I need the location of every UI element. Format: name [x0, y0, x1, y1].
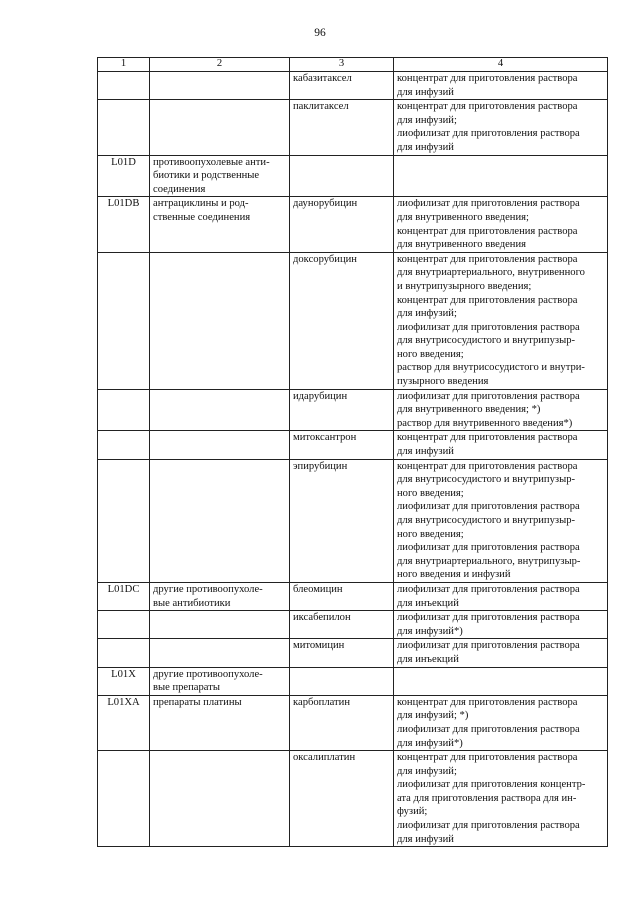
dosage-form-line: лиофилизат для приготовления раствора [397, 390, 580, 402]
table-row [98, 100, 608, 155]
header-col-3: 3 [290, 58, 394, 72]
drug-name: карбоплатин [293, 696, 351, 708]
table-row [98, 459, 608, 582]
anatomical-group-cell [150, 751, 290, 847]
dosage-form-line: лиофилизат для приготовления раствора [397, 583, 580, 595]
anatomical-group-cell [150, 611, 290, 639]
group-text-line: препараты платины [153, 696, 242, 708]
dosage-form-line: раствор для внутривенного введения*) [397, 417, 573, 429]
dosage-form-line: лиофилизат для приготовления раствора [397, 723, 580, 735]
group-text-line: вые препараты [153, 682, 220, 694]
anatomical-group-cell [150, 197, 290, 252]
dosage-form-line: для внутривенного введения; *) [397, 404, 541, 416]
group-text-line: другие противоопухоле- [153, 583, 263, 595]
dosage-form-line: лиофилизат для приготовления концентр- [397, 779, 586, 791]
dosage-form-line: для внутривенного введения [397, 239, 527, 251]
anatomical-group-cell [150, 695, 290, 750]
anatomical-group-cell [150, 431, 290, 459]
dosage-form-line: для инфузий; *) [397, 710, 469, 722]
dosage-form-line: лиофилизат для приготовления раствора [397, 321, 580, 333]
drug-name-cell [290, 611, 394, 639]
dosage-forms-cell [394, 667, 608, 695]
table-row [98, 155, 608, 197]
atc-code-cell [98, 431, 150, 459]
drug-name: иксабепилон [293, 612, 351, 624]
atc-code-cell [98, 72, 150, 100]
dosage-form-line: концентрат для приготовления раствора [397, 101, 578, 113]
drug-name: эпирубицин [293, 460, 348, 472]
dosage-form-line: лиофилизат для приготовления раствора [397, 128, 580, 140]
atc-code-cell [98, 582, 150, 610]
atc-code-cell [98, 155, 150, 197]
dosage-form-line: для инъекций [397, 597, 459, 609]
atc-code: L01X [111, 668, 136, 680]
dosage-forms-cell [394, 100, 608, 155]
atc-code: L01DC [107, 583, 140, 595]
header-row [98, 58, 608, 72]
dosage-form-line: для внутрисосудистого и внутрипузыр- [397, 335, 576, 347]
dosage-form-line: для инфузий; [397, 308, 457, 320]
atc-code-cell [98, 639, 150, 667]
dosage-forms-cell [394, 582, 608, 610]
dosage-form-line: для инфузий*) [397, 737, 463, 749]
group-text-line: соединения [153, 183, 206, 195]
atc-code-cell [98, 751, 150, 847]
dosage-form-line: для внутрисосудистого и внутрипузыр- [397, 474, 576, 486]
drug-name-cell [290, 389, 394, 431]
table-row [98, 252, 608, 389]
dosage-form-line: концентрат для приготовления раствора [397, 294, 578, 306]
dosage-form-line: концентрат для приготовления раствора [397, 225, 578, 237]
table-row [98, 582, 608, 610]
dosage-form-line: для внутриартериального, внутрипузыр- [397, 555, 581, 567]
dosage-form-line: ного введения; [397, 528, 464, 540]
dosage-form-line: и внутрипузырного введения; [397, 280, 532, 292]
table-row [98, 639, 608, 667]
drug-name: блеомицин [293, 583, 343, 595]
dosage-form-line: лиофилизат для приготовления раствора [397, 198, 580, 210]
dosage-form-line: раствор для внутрисосудистого и внутри- [397, 362, 585, 374]
group-text-line: противоопухолевые анти- [153, 156, 270, 168]
group-text-line: антрациклины и род- [153, 198, 249, 210]
dosage-form-line: для инфузий [397, 86, 454, 98]
anatomical-group-cell [150, 459, 290, 582]
drug-name-cell [290, 751, 394, 847]
dosage-forms-cell [394, 611, 608, 639]
dosage-form-line: для инфузий; [397, 114, 457, 126]
drug-name: митоксантрон [293, 432, 357, 444]
anatomical-group-cell [150, 582, 290, 610]
dosage-form-line: лиофилизат для приготовления раствора [397, 501, 580, 513]
drug-name-cell [290, 582, 394, 610]
group-text-line: ственные соединения [153, 211, 251, 223]
drug-name-cell [290, 639, 394, 667]
header-col-4: 4 [394, 58, 608, 72]
group-text-line: вые антибиотики [153, 597, 231, 609]
atc-code-cell [98, 459, 150, 582]
drug-name-cell [290, 72, 394, 100]
drug-name: оксалиплатин [293, 752, 356, 764]
drug-name: митомицин [293, 640, 345, 652]
dosage-form-line: концентрат для приготовления раствора [397, 253, 578, 265]
drug-name-cell [290, 695, 394, 750]
anatomical-group-cell [150, 389, 290, 431]
drug-name: даунорубицин [293, 198, 358, 210]
drug-name-cell [290, 459, 394, 582]
dosage-form-line: лиофилизат для приготовления раствора [397, 542, 580, 554]
drug-name-cell [290, 100, 394, 155]
dosage-form-line: для внутривенного введения; [397, 211, 529, 223]
dosage-form-line: концентрат для приготовления раствора [397, 460, 578, 472]
drug-name-cell [290, 667, 394, 695]
table-row [98, 611, 608, 639]
anatomical-group-cell [150, 72, 290, 100]
drug-name: кабазитаксел [293, 73, 352, 84]
dosage-forms-cell [394, 695, 608, 750]
dosage-form-line: ного введения; [397, 487, 464, 499]
anatomical-group-cell [150, 639, 290, 667]
dosage-form-line: лиофилизат для приготовления раствора [397, 820, 580, 832]
atc-code: L01DB [107, 198, 140, 210]
anatomical-group-cell [150, 667, 290, 695]
atc-code: L01XA [107, 696, 140, 708]
table-row [98, 431, 608, 459]
table-row [98, 751, 608, 847]
dosage-form-line: концентрат для приготовления раствора [397, 432, 578, 444]
table-body [98, 72, 608, 847]
atc-code-cell [98, 611, 150, 639]
table-row [98, 389, 608, 431]
table-row [98, 197, 608, 252]
dosage-form-line: фузий; [397, 806, 428, 818]
page-number: 96 [314, 27, 326, 39]
dosage-forms-cell [394, 459, 608, 582]
atc-code-cell [98, 252, 150, 389]
anatomical-group-cell [150, 252, 290, 389]
dosage-form-line: лиофилизат для приготовления раствора [397, 640, 580, 652]
dosage-form-line: ного введения; [397, 348, 464, 360]
header-col-1: 1 [98, 58, 150, 72]
dosage-form-line: для инфузий [397, 446, 454, 458]
drug-name-cell [290, 252, 394, 389]
atc-code: L01D [111, 156, 136, 168]
drug-name-cell [290, 155, 394, 197]
dosage-forms-cell [394, 751, 608, 847]
table-row [98, 695, 608, 750]
header-col-2: 2 [150, 58, 290, 72]
dosage-form-line: концентрат для приготовления раствора [397, 752, 578, 764]
dosage-forms-cell [394, 197, 608, 252]
drug-name: идарубицин [293, 390, 348, 402]
dosage-form-line: пузырного введения [397, 376, 489, 388]
dosage-forms-cell [394, 389, 608, 431]
dosage-form-line: ата для приготовления раствора для ин- [397, 792, 577, 804]
drug-name-cell [290, 431, 394, 459]
dosage-form-line: для инфузий*) [397, 625, 463, 637]
group-text-line: биотики и родственные [153, 170, 260, 182]
atc-code-cell [98, 695, 150, 750]
dosage-form-line: концентрат для приготовления раствора [397, 73, 578, 84]
dosage-forms-cell [394, 639, 608, 667]
dosage-form-line: лиофилизат для приготовления раствора [397, 612, 580, 624]
group-text-line: другие противоопухоле- [153, 668, 263, 680]
dosage-forms-cell [394, 431, 608, 459]
atc-code-cell [98, 100, 150, 155]
dosage-forms-cell [394, 155, 608, 197]
table-row [98, 72, 608, 100]
dosage-form-line: для инъекций [397, 653, 459, 665]
dosage-form-line: для внутриартериального, внутривенного [397, 267, 585, 279]
drug-name-cell [290, 197, 394, 252]
anatomical-group-cell [150, 100, 290, 155]
atc-code-cell [98, 667, 150, 695]
drug-name: доксорубицин [293, 253, 357, 265]
dosage-forms-cell [394, 252, 608, 389]
dosage-form-line: ного введения и инфузий [397, 569, 511, 581]
table-row [98, 667, 608, 695]
atc-code-cell [98, 197, 150, 252]
medicines-table [97, 57, 608, 847]
dosage-form-line: концентрат для приготовления раствора [397, 696, 578, 708]
anatomical-group-cell [150, 155, 290, 197]
dosage-form-line: для инфузий [397, 141, 454, 153]
drug-name: паклитаксел [293, 101, 349, 113]
dosage-form-line: для инфузий; [397, 765, 457, 777]
atc-code-cell [98, 389, 150, 431]
dosage-form-line: для инфузий [397, 833, 454, 845]
dosage-form-line: для внутрисосудистого и внутрипузыр- [397, 515, 576, 526]
dosage-forms-cell [394, 72, 608, 100]
